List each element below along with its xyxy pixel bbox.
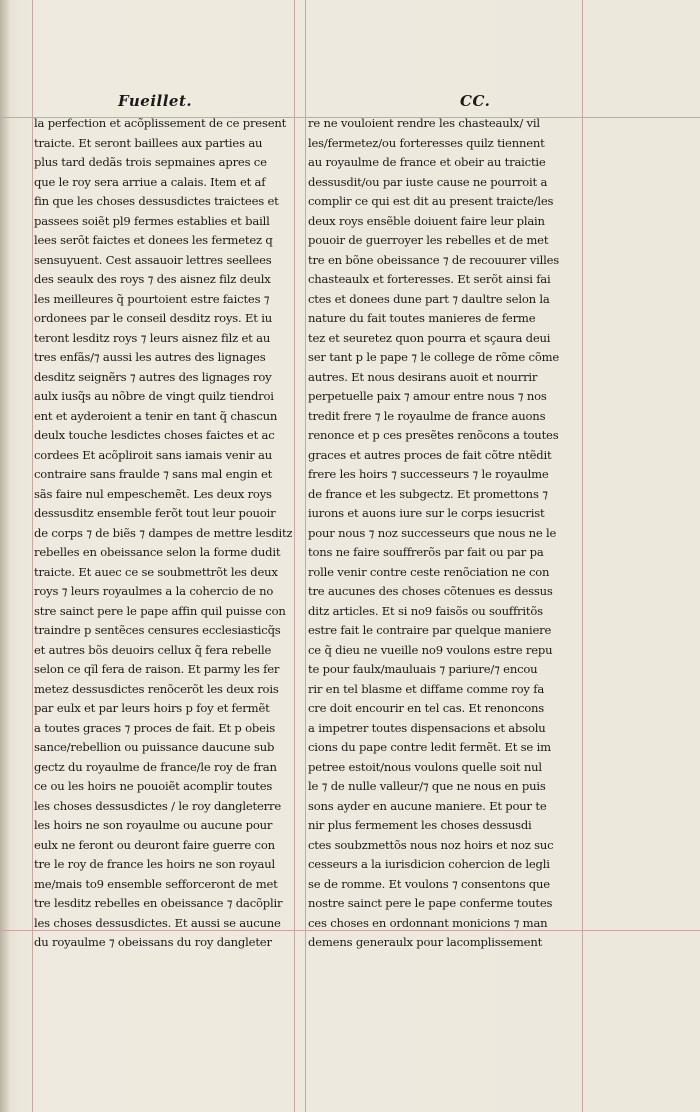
text-line: a toutes graces ⁊ proces de fait. Et p obeis [34, 720, 276, 735]
text-line: eulx ne feront ou deuront faire guerre con [34, 837, 275, 852]
text-line: dessusdit/ou par iuste cause ne pourroit a [308, 174, 548, 189]
left-text-column [34, 114, 292, 953]
folio-number-header: CC. [460, 92, 491, 110]
text-line: gectz du royaulme de france/le roy de fran [34, 759, 277, 774]
text-line: frere les hoirs ⁊ successeurs ⁊ le royaulme [308, 467, 549, 481]
left-margin-rule [32, 0, 33, 1112]
text-line: cre doit encourir en tel cas. Et renoncons [308, 701, 545, 715]
text-line: tre lesditz rebelles en obeissance ⁊ dacõplir [34, 896, 283, 910]
text-line: sãs faire nul empeschemẽt. Les deux roys [34, 486, 272, 501]
text-line: tredit frere ⁊ le royaulme de france auons [308, 408, 546, 423]
text-line: pouoir de guerroyer les rebelles et de met [308, 233, 549, 247]
text-line: iurons et auons iure sur le corps iesucrist [308, 506, 545, 520]
text-line: de corps ⁊ de biẽs ⁊ dampes de mettre lesditz [34, 525, 292, 540]
text-line: au royaulme de france et obeir au traictie [308, 155, 546, 169]
text-line: ctes soubzmettõs nous noz hoirs et noz suc [308, 837, 554, 852]
text-line: tez et seuretez quon pourra et sçaura deui [308, 330, 551, 345]
text-line: graces et autres proces de fait cõtre ntẽdit [308, 447, 552, 462]
text-line: rir en tel blasme et diffame comme roy fa [308, 681, 545, 696]
text-line: sensuyuent. Cest assauoir lettres seellees [34, 252, 272, 267]
text-line: stre sainct pere le pape affin quil puisse con [34, 603, 286, 618]
text-line: passees soiẽt pl9 fermes establies et baill [34, 213, 270, 228]
text-line: la perfection et acõplissement de ce present [34, 116, 287, 130]
text-line: ctes et donees dune part ⁊ daultre selon la [308, 291, 550, 306]
text-line: estre fait le contraire par quelque maniere [308, 623, 552, 637]
text-line: nostre sainct pere le pape conferme toutes [308, 896, 553, 910]
text-line: tre le roy de france les hoirs ne son royaul [34, 857, 275, 871]
right-text-column [308, 114, 580, 953]
text-line: me/mais to9 ensemble sefforceront de met [34, 876, 278, 891]
text-line: dessusditz ensemble ferõt tout leur pouoir [34, 506, 276, 520]
text-line: les choses dessusdictes. Et aussi se aucune [34, 915, 281, 930]
column-divider-rule-left [294, 0, 295, 1112]
text-line: ent et ayderoient a tenir en tant q̃ chascun [34, 408, 278, 423]
text-line: roys ⁊ leurs royaulmes a la cohercio de no [34, 584, 274, 598]
text-line: cordees Et acõpliroit sans iamais venir au [34, 447, 273, 462]
text-line: ser tant p le pape ⁊ le college de rõme cõme [308, 350, 560, 364]
text-line: de france et les subgectz. Et promettons ⁊ [308, 486, 548, 501]
text-line: rebelles en obeissance selon la forme dudit [34, 545, 281, 559]
text-line: deux roys ensẽble doiuent faire leur plain [308, 213, 545, 228]
text-line: ce q̃ dieu ne vueille no9 voulons estre repu [308, 642, 553, 657]
text-line: que le roy sera arriue a calais. Item et af [34, 174, 266, 189]
text-line: ordonees par le conseil desditz roys. Et iu [34, 311, 273, 325]
text-line: tre aucunes des choses cõtenues es dessus [308, 584, 553, 598]
text-line: desditz seignẽrs ⁊ autres des lignages roy [34, 369, 272, 384]
text-line: cions du pape contre ledit fermẽt. Et se im [308, 740, 551, 754]
text-line: fin que les choses dessusdictes traictees et [34, 194, 279, 208]
text-line: tons ne faire souffrerõs par fait ou par pa [308, 545, 544, 559]
text-line: selon ce qĩl fera de raison. Et parmy les fer [34, 662, 280, 676]
text-line: perpetuelle paix ⁊ amour entre nous ⁊ nos [308, 389, 547, 403]
text-line: contraire sans fraulde ⁊ sans mal engin et [34, 467, 273, 481]
text-line: traicte. Et seront baillees aux parties au [34, 135, 263, 150]
text-line: renonce et p ces presẽtes renõcons a toutes [308, 428, 559, 442]
text-line: metez dessusdictes renõcerõt les deux rois [34, 681, 279, 696]
text-line: te pour faulx/mauluais ⁊ pariure/⁊ encou [308, 662, 538, 676]
text-line: par eulx et par leurs hoirs p foy et fermẽt [34, 701, 270, 715]
text-line: se de romme. Et voulons ⁊ consentons que [308, 876, 550, 891]
text-line: rolle venir contre ceste renõciation ne con [308, 564, 550, 579]
text-line: le ⁊ de nulle valleur/⁊ que ne nous en puis [308, 779, 546, 793]
text-line: tre en bõne obeissance ⁊ de recouurer villes [308, 252, 560, 267]
text-line: sance/rebellion ou puissance daucune sub [34, 740, 275, 754]
text-line: cesseurs a la iurisdicion cohercion de legli [308, 857, 550, 871]
text-line: re ne vouloient rendre les chasteaulx/ vil [308, 116, 540, 130]
text-line: traindre p sentẽces censures ecclesiasticq̃s [34, 623, 281, 637]
text-line: les choses dessusdictes / le roy dangleterre [34, 798, 282, 813]
text-line: nir plus fermement les choses dessusdi [308, 818, 532, 832]
text-line: demens generaulx pour lacomplissement [308, 935, 543, 949]
text-line: autres. Et nous desirans auoit et nourrir [308, 369, 538, 384]
right-margin-rule [582, 0, 583, 1112]
text-line: traicte. Et auec ce se soubmettrõt les deux [34, 564, 278, 579]
text-line: aulx iusq̃s au nõbre de vingt quilz tiendroi [34, 389, 274, 403]
text-line: petree estoit/nous voulons quelle soit nul [308, 759, 542, 774]
text-line: chasteaulx et forteresses. Et serõt ainsi fai [308, 272, 551, 286]
text-line: ce ou les hoirs ne pouoiẽt acomplir toutes [34, 779, 273, 793]
text-line: des seaulx des roys ⁊ des aisnez filz deulx [34, 272, 271, 286]
text-line: ditz articles. Et si no9 faisõs ou souffritõs [308, 603, 543, 618]
text-line: pour nous ⁊ noz successeurs que nous ne le [308, 525, 557, 540]
text-line: les hoirs ne son royaulme ou aucune pour [34, 818, 273, 832]
text-line: les meilleures q̃ pourtoient estre faictes ⁊ [34, 291, 270, 306]
text-line: nature du fait toutes manieres de ferme [308, 311, 536, 325]
text-line: a impetrer toutes dispensacions et absolu [308, 720, 546, 735]
text-line: deulx touche lesdictes choses faictes et ac [34, 428, 275, 442]
binding-gutter-shadow [0, 0, 10, 1112]
text-line: les/fermetez/ou forteresses quilz tiennent [308, 135, 545, 150]
text-line: teront lesditz roys ⁊ leurs aisnez filz et au [34, 330, 271, 345]
text-line: tres enfãs/⁊ aussi les autres des lignages [34, 350, 266, 364]
text-line: lees serõt faictes et donees les fermetez q [34, 233, 273, 247]
text-line: plus tard dedãs trois sepmaines apres ce [34, 155, 267, 169]
text-line: sons ayder en aucune maniere. Et pour te [308, 798, 547, 813]
text-line: et autres bõs deuoirs cellux q̃ fera rebelle [34, 642, 272, 657]
text-line: complir ce qui est dit au present traicte/les [308, 194, 554, 208]
column-divider-rule-right [305, 0, 306, 1112]
text-line: du royaulme ⁊ obeissans du roy dangleter [34, 935, 272, 949]
folio-word-header: Fueillet. [118, 92, 193, 110]
text-line: ces choses en ordonnant monicions ⁊ man [308, 915, 548, 930]
